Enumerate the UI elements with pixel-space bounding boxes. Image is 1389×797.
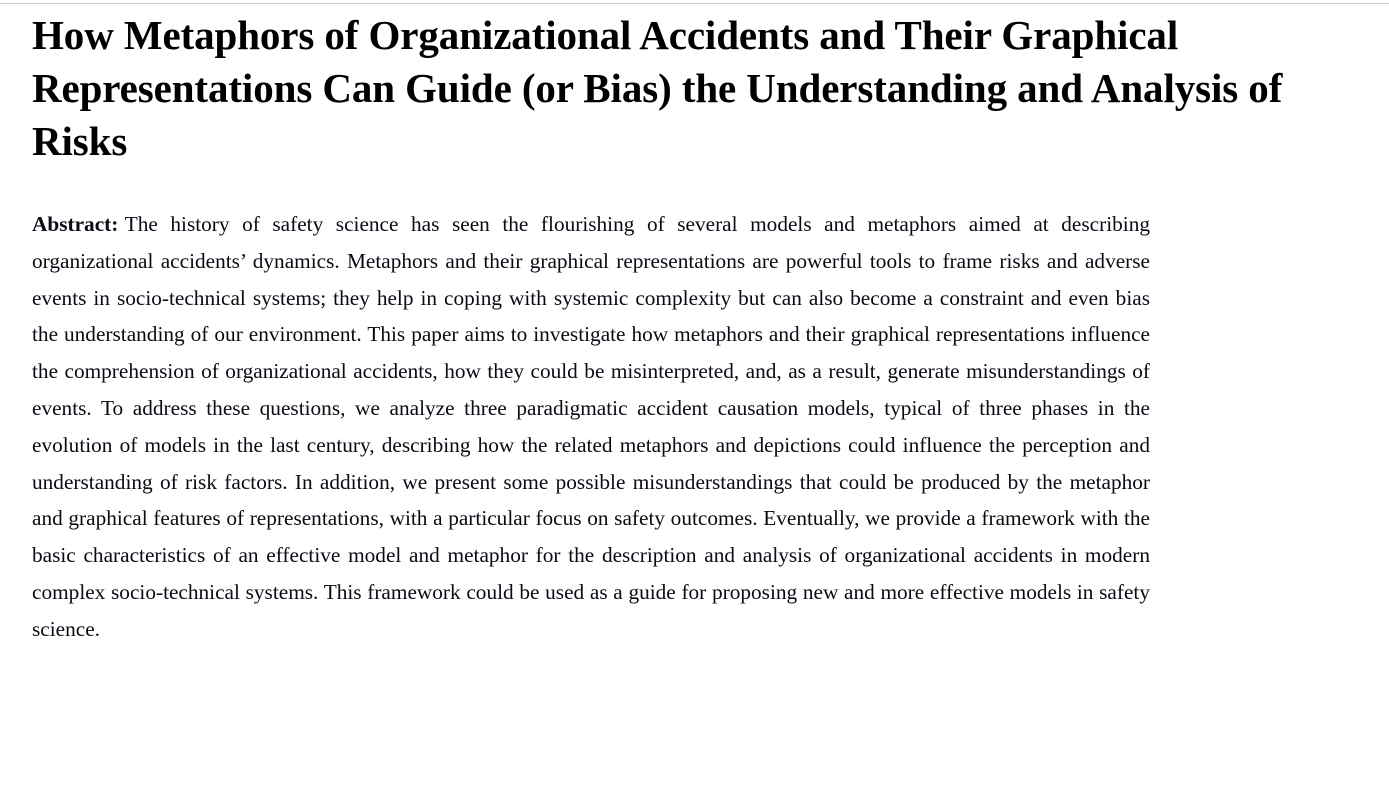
abstract-section [32, 206, 1150, 648]
document-content [32, 0, 1352, 648]
abstract-label: Abstract: [32, 212, 119, 236]
abstract-text: The history of safety science has seen the flourishing of several models and metaphors aimed at describing organizational accidents’ dynamics. Metaphors and their graphical representations are powerful tools to frame risks and adverse events in socio-technical systems; they help in coping with systemic complexity but can also become a constraint and even bias the understanding of our environment. This paper aims to investigate how metaphors and their graphical representations influence the comprehension of organizational accidents, how they could be misinterpreted, and, as a result, generate misunderstandings of events. To address these questions, we analyze three paradigmatic accident causation models, typical of three phases in the evolution of models in the last century, describing how the related metaphors and depictions could influence the perception and understanding of risk factors. In addition, we present some possible misunderstandings that could be produced by the metaphor and graphical features of representations, with a particular focus on safety outcomes. Eventually, we provide a framework with the basic characteristics of an effective model and metaphor for the description and analysis of organizational accidents in modern complex socio-technical systems. This framework could be used as a guide for proposing new and more effective models in safety science. [32, 212, 1150, 641]
page-title: How Metaphors of Organizational Accidents and Their Graphical Representations Can Guide (or Bias) the Understanding and Analysis of Risks [32, 12, 1283, 164]
